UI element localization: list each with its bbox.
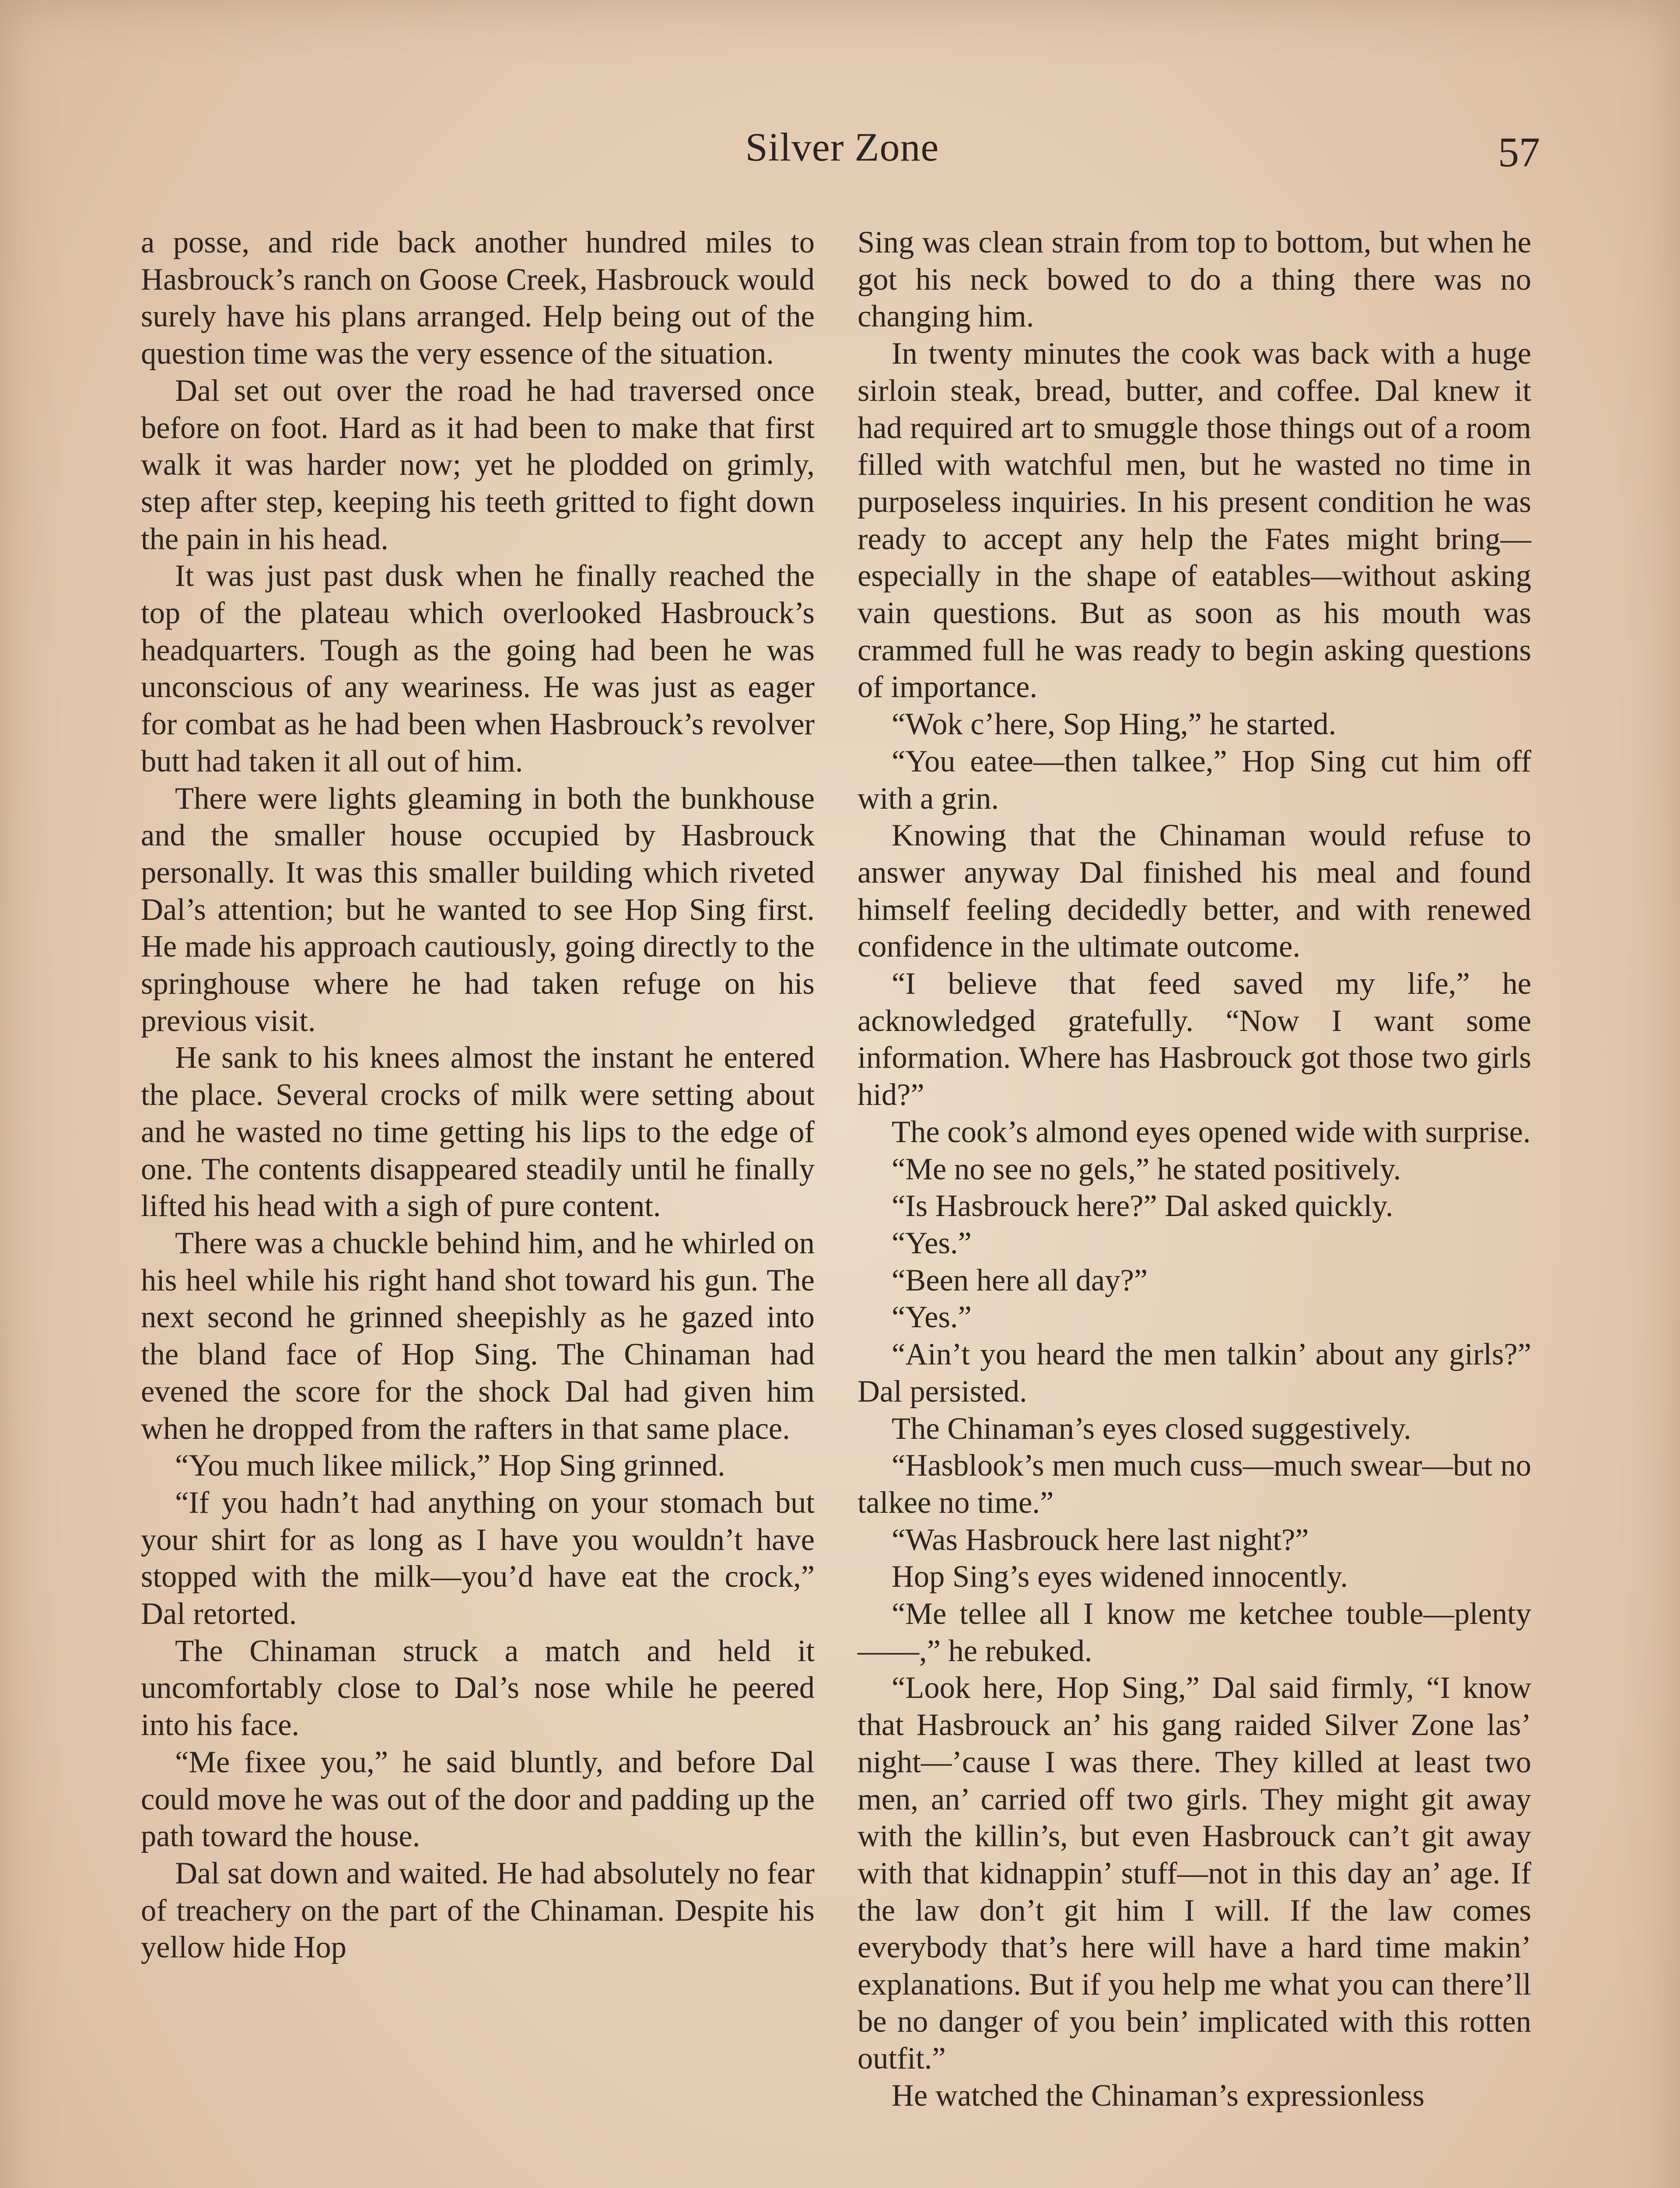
paragraph: “I believe that feed saved my life,” he acknowledged gratefully. “Now I want some information. Where has Hasbrouck got those two girls hid?” bbox=[858, 967, 1531, 1112]
paragraph: “You eatee—then talkee,” Hop Sing cut him off with a grin. bbox=[858, 744, 1531, 816]
right-column bbox=[858, 224, 1531, 2114]
paragraph: “Wok c’here, Sop Hing,” he started. bbox=[892, 707, 1337, 742]
paragraph: Hop Sing’s eyes widened innocently. bbox=[892, 1560, 1348, 1594]
paragraph: There was a chuckle behind him, and he whirled on his heel while his right hand shot toward his gun. The next second he grinned sheepishly as he gazed into the bland face of Hop Sing. The Chinaman had evened the score for the shock Dal had given him when he dropped from the rafters in that same place. bbox=[141, 1226, 815, 1446]
paragraph: Sing was clean strain from top to bottom, but when he got his neck bowed to do a thing there was no changing him. bbox=[858, 225, 1531, 334]
paragraph: The Chinaman’s eyes closed suggestively. bbox=[892, 1411, 1411, 1446]
paragraph: He watched the Chinaman’s expressionless bbox=[892, 2079, 1424, 2113]
paragraph: “If you hadn’t had anything on your stomach but your shirt for as long as I have you wouldn’t have stopped with the milk—you’d have eat the crock,” Dal retorted. bbox=[141, 1485, 815, 1631]
paragraph: Dal sat down and waited. He had absolutely no fear of treachery on the part of the Chinaman. Despite his yellow hide Hop bbox=[141, 1856, 815, 1965]
paragraph: “Me tellee all I know me ketchee touble—plenty ——,” he rebuked. bbox=[858, 1597, 1531, 1668]
paragraph: In twenty minutes the cook was back with a huge sirloin steak, bread, butter, and coffee. Dal knew it had required art to smuggle those things out of a room filled with watchful men, but he wasted no time in purposeless inquiries. In his present condition he was ready to accept any help the Fates might bring—especially in the shape of eatables—without asking vain questions. But as soon as his mouth was crammed full he was ready to begin asking questions of importance. bbox=[858, 337, 1531, 705]
paragraph: “Is Hasbrouck here?” Dal asked quickly. bbox=[892, 1189, 1393, 1224]
paragraph: “Yes.” bbox=[892, 1300, 972, 1335]
paragraph: He sank to his knees almost the instant he entered the place. Several crocks of milk were setting about and he wasted no time getting his lips to the edge of one. The contents disappeared steadily until he finally lifted his head with a sigh of pure content. bbox=[141, 1041, 815, 1224]
left-column bbox=[141, 224, 815, 1966]
paragraph: “Ain’t you heard the men talkin’ about any girls?” Dal persisted. bbox=[858, 1337, 1531, 1409]
paragraph: The Chinaman struck a match and held it uncomfortably close to Dal’s nose while he peered into his face. bbox=[141, 1634, 815, 1743]
paragraph: “Yes.” bbox=[892, 1226, 972, 1260]
paragraph: “Me fixee you,” he said bluntly, and before Dal could move he was out of the door and padding up the path toward the house. bbox=[141, 1745, 815, 1854]
paragraph: “Hasblook’s men much cuss—much swear—but no talkee no time.” bbox=[858, 1448, 1531, 1520]
paragraph: “Was Hasbrouck here last night?” bbox=[892, 1522, 1309, 1557]
paragraph: The cook’s almond eyes opened wide with surprise. bbox=[892, 1115, 1531, 1149]
paragraph: It was just past dusk when he finally reached the top of the plateau which overlooked Hasbrouck’s headquarters. Tough as the going had been he was unconscious of any weariness. He was just as eager for combat as he had been when Hasbrouck’s revolver butt had taken it all out of him. bbox=[141, 559, 815, 778]
paragraph: “Me no see no gels,” he stated positively. bbox=[892, 1152, 1401, 1186]
page-number: 57 bbox=[1498, 129, 1540, 175]
paragraph: Dal set out over the road he had traversed once before on foot. Hard as it had been to make that first walk it was harder now; yet he plodded on grimly, step after step, keeping his teeth gritted to fight down the pain in his head. bbox=[141, 373, 815, 556]
paragraph: “You much likee milick,” Hop Sing grinned. bbox=[175, 1448, 725, 1483]
paragraph: “Look here, Hop Sing,” Dal said firmly, “I know that Hasbrouck an’ his gang raided Silver Zone las’ night—’cause I was there. They killed at least two men, an’ carried off two girls. They might git away with the killin’s, but even Hasbrouck can’t git away with that kidnappin’ stuff—not in this day an’ age. If the law don’t git him I will. If the law comes everybody that’s here will have a hard time makin’ explanations. But if you help me what you can there’ll be no danger of you bein’ implicated with this rotten outfit.” bbox=[858, 1671, 1531, 2076]
paragraph: Knowing that the Chinaman would refuse to answer anyway Dal finished his meal and found himself feeling decidedly better, and with renewed confidence in the ultimate outcome. bbox=[858, 818, 1531, 964]
paragraph: There were lights gleaming in both the bunkhouse and the smaller house occupied by Hasbrouck personally. It was this smaller building which riveted Dal’s attention; but he wanted to see Hop Sing first. He made his approach cautiously, going directly to the springhouse where he had taken refuge on his previous visit. bbox=[141, 781, 815, 1038]
running-title: Silver Zone bbox=[745, 125, 939, 169]
paragraph: “Been here all day?” bbox=[892, 1263, 1148, 1297]
paragraph: a posse, and ride back another hundred miles to Hasbrouck’s ranch on Goose Creek, Hasbrouck would surely have his plans arranged. Help being out of the question time was the very essence of the situation. bbox=[141, 225, 815, 371]
